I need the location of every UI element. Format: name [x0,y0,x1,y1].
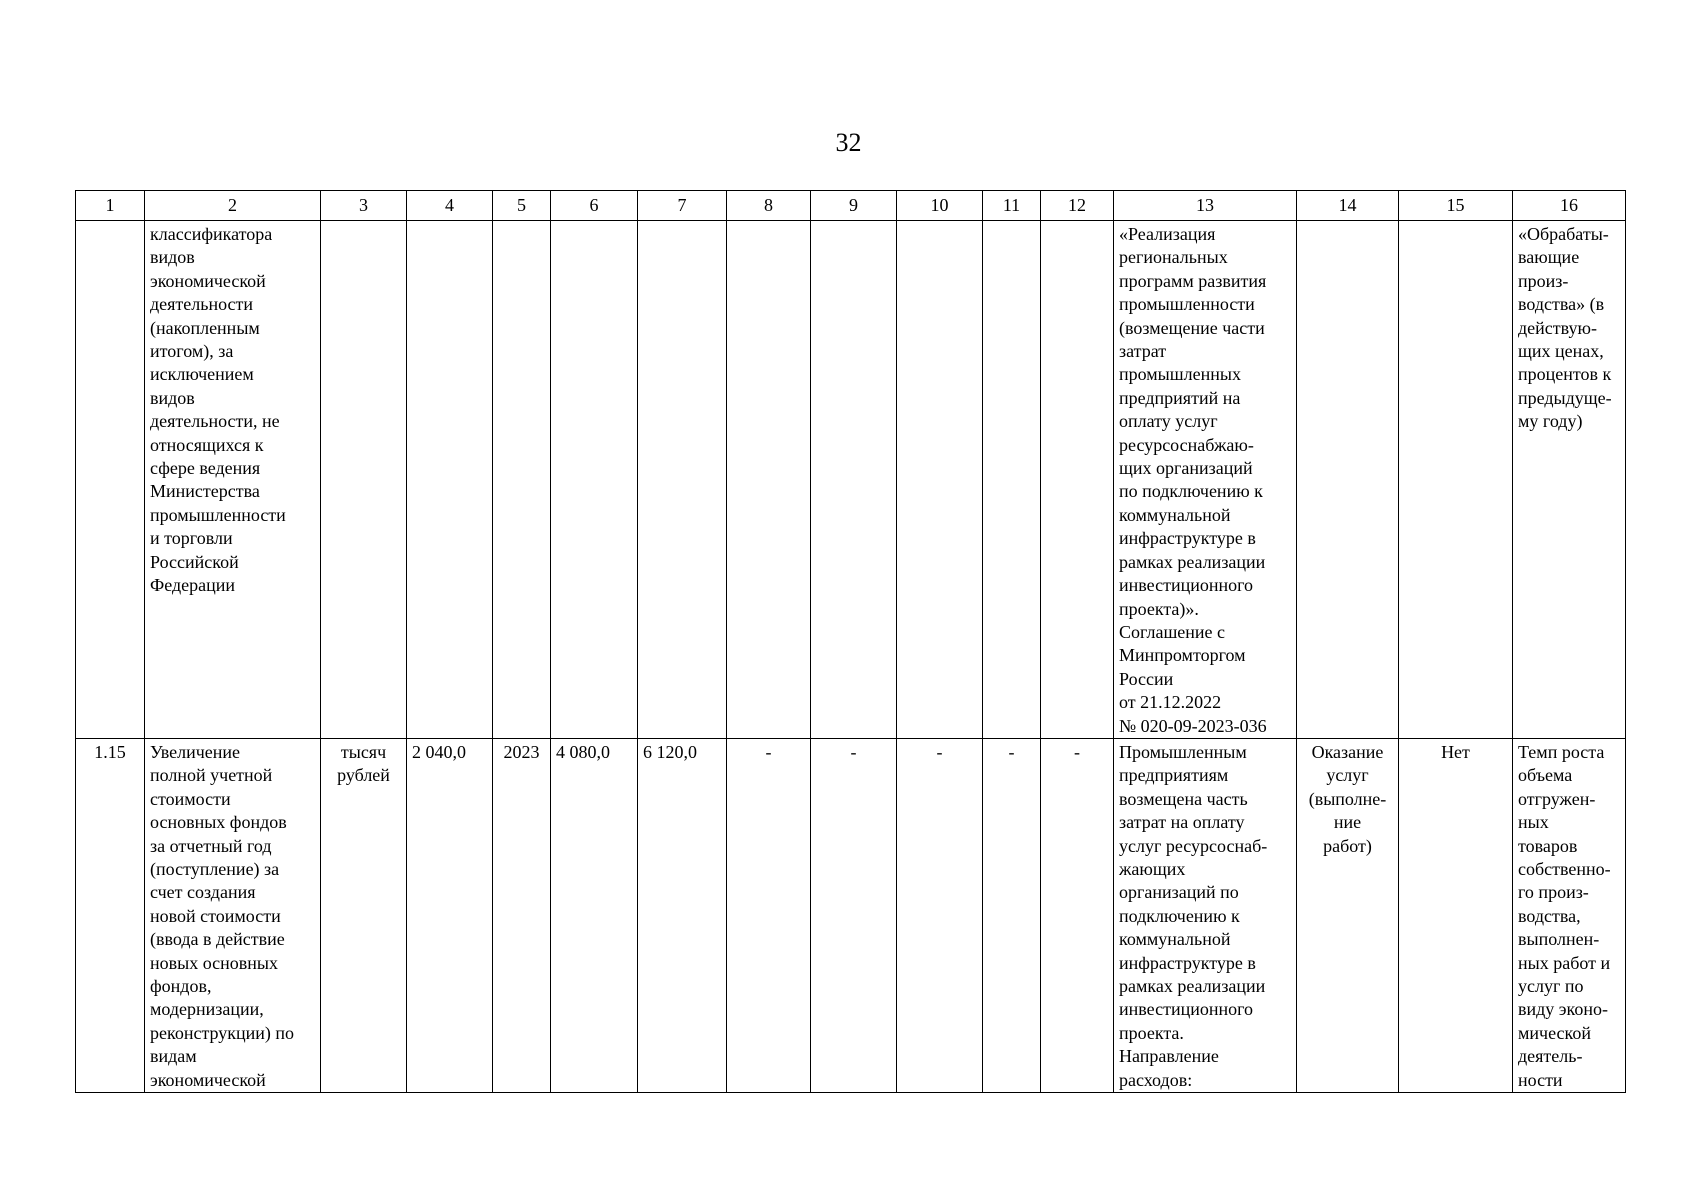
table-row [76,738,1626,1092]
cell-base-value: 2 040,0 [407,738,493,1092]
cell-col14: Оказание услуг (выполне- ние работ) [1297,738,1399,1092]
cell-col11 [983,221,1041,739]
cell-number: 1.15 [76,738,145,1092]
cell-col15: Нет [1399,738,1513,1092]
cell-col8: - [727,738,811,1092]
cell-col12: - [1041,738,1114,1092]
cell-col16: Темп роста объема отгружен- ных товаров собственно- го произ- водства, выполнен- ных работ и услуг по виду эконо- мической деятель- ности [1513,738,1626,1092]
cell-col10 [897,221,983,739]
table-row [76,221,1626,739]
cell-col16: «Обрабаты- вающие произ- водства» (в действую- щих ценах, процентов к предыдуще- му году) [1513,221,1626,739]
cell-col6: 4 080,0 [551,738,638,1092]
header-cell-6: 6 [551,191,638,221]
cell-year: 2023 [493,738,551,1092]
cell-col14 [1297,221,1399,739]
header-cell-13: 13 [1114,191,1297,221]
header-cell-15: 15 [1399,191,1513,221]
cell-description: «Реализация региональных программ развития промышленности (возмещение части затрат промышленных предприятий на оплату услуг ресурсоснабжаю- щих организаций по подключению к коммунальной инфраструктуре в рамках реализации инвестиционного проекта)». Соглашение с Минпромторгом России от 21.12.2022 № 020-09-2023-036 [1114,221,1297,739]
cell-base-value [407,221,493,739]
header-cell-4: 4 [407,191,493,221]
cell-indicator-name: классификатора видов экономической деятельности (накопленным итогом), за исключением видов деятельности, не относящихся к сфере ведения Министерства промышленности и торговли Российской Федерации [145,221,321,739]
cell-col9: - [811,738,897,1092]
header-cell-14: 14 [1297,191,1399,221]
header-cell-7: 7 [638,191,727,221]
page-number: 32 [835,128,862,157]
cell-col8 [727,221,811,739]
header-cell-2: 2 [145,191,321,221]
cell-col12 [1041,221,1114,739]
cell-col9 [811,221,897,739]
cell-description: Промышленным предприятиям возмещена часть затрат на оплату услуг ресурсоснаб- жающих организаций по подключению к коммунальной инфраструктуре в рамках реализации инвестиционного проекта. Направление расходов: [1114,738,1297,1092]
header-cell-3: 3 [321,191,407,221]
cell-col7 [638,221,727,739]
header-cell-8: 8 [727,191,811,221]
header-cell-1: 1 [76,191,145,221]
cell-unit: тысяч рублей [321,738,407,1092]
cell-col6 [551,221,638,739]
cell-unit [321,221,407,739]
header-cell-12: 12 [1041,191,1114,221]
cell-number [76,221,145,739]
cell-year [493,221,551,739]
header-row [76,191,1626,221]
cell-col15 [1399,221,1513,739]
header-cell-10: 10 [897,191,983,221]
header-cell-9: 9 [811,191,897,221]
cell-col7: 6 120,0 [638,738,727,1092]
header-cell-11: 11 [983,191,1041,221]
cell-col10: - [897,738,983,1092]
cell-col11: - [983,738,1041,1092]
header-cell-5: 5 [493,191,551,221]
cell-indicator-name: Увеличение полной учетной стоимости основных фондов за отчетный год (поступление) за счет создания новой стоимости (ввода в действие новых основных фондов, модернизации, реконструкции) по видам экономической [145,738,321,1092]
data-table [75,190,1626,1093]
header-cell-16: 16 [1513,191,1626,221]
